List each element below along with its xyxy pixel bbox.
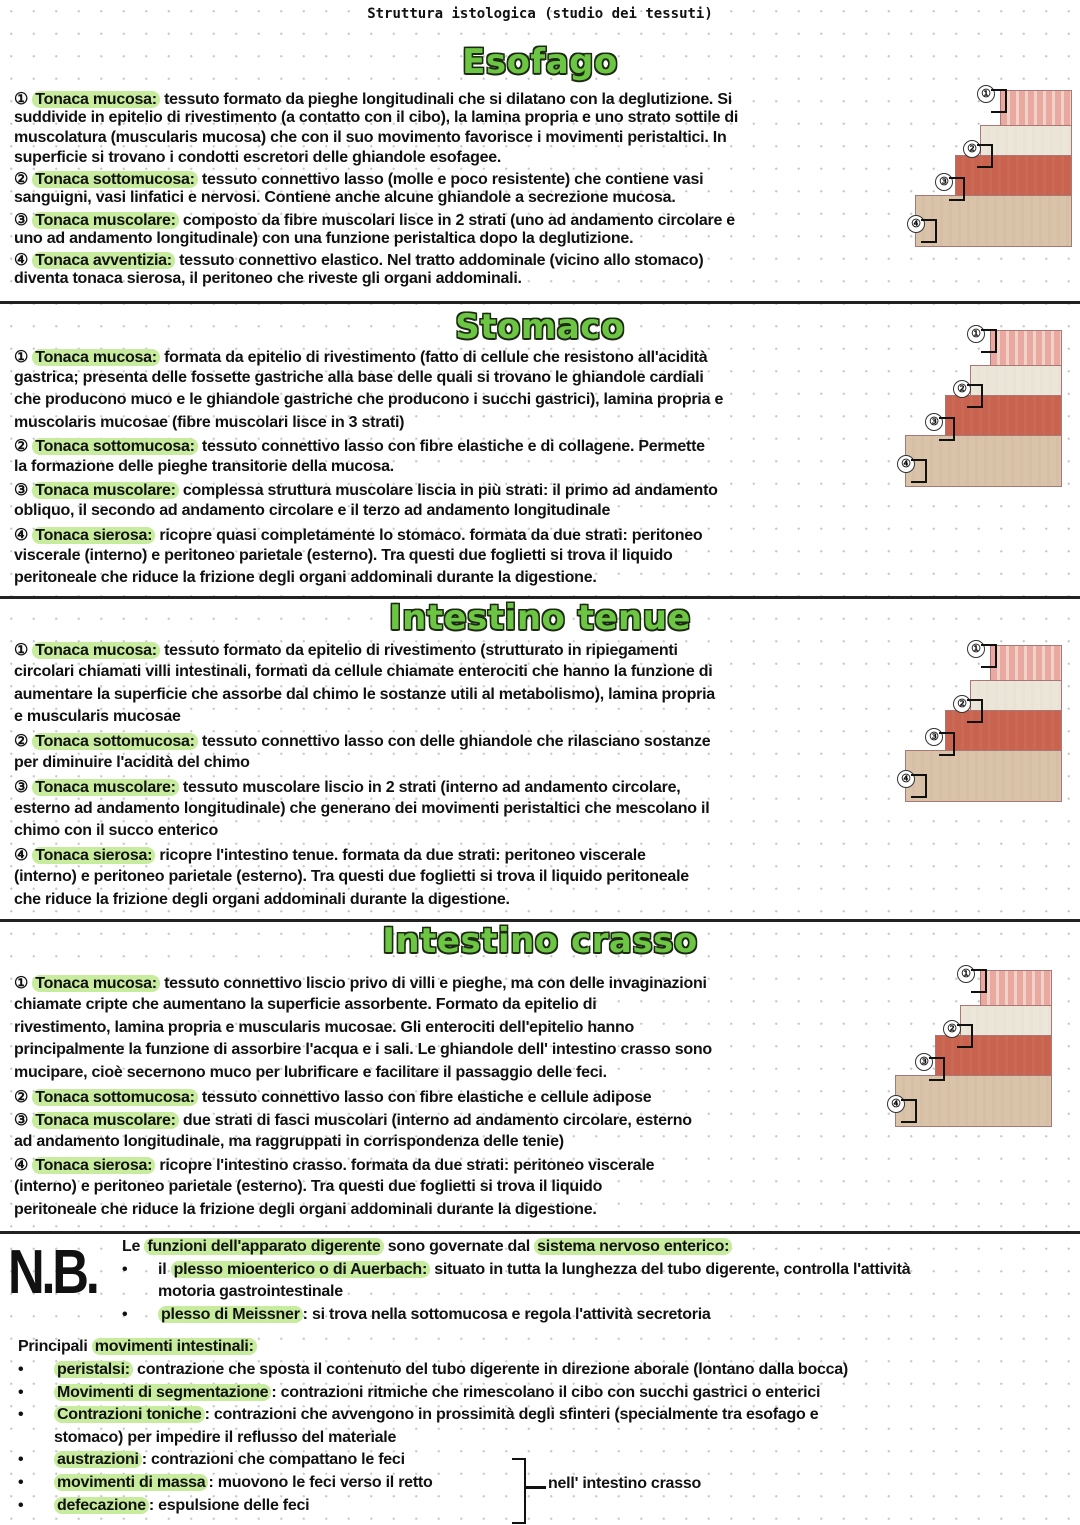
layer-bracket-line [939, 417, 955, 441]
section-title-0: Esofago [462, 42, 618, 82]
bullet: • [18, 1383, 24, 1401]
text-run: ③ [14, 1111, 33, 1129]
bullet: • [122, 1260, 128, 1278]
text-run: ④ [14, 251, 33, 269]
highlighted-term: Tonaca muscolare: [32, 779, 178, 796]
large-intestine-bracket [512, 1458, 526, 1524]
text-run: ④ [14, 1157, 33, 1175]
text-line [14, 754, 715, 777]
bullet: • [18, 1361, 24, 1378]
text-line [14, 822, 715, 845]
text-line [14, 391, 723, 413]
text-line [122, 1238, 910, 1261]
text-line [54, 1361, 848, 1379]
nb-label: N.B. [8, 1238, 97, 1307]
layer-bracket-line [911, 774, 927, 798]
text-run: ad andamento longitudinale, ma raggruppati in corrispondenza delle tenie) [14, 1132, 564, 1150]
text-line [54, 1497, 309, 1515]
layer-bracket-line [971, 969, 987, 993]
text-line [14, 686, 715, 709]
bullet: • [18, 1451, 24, 1469]
text-line [14, 169, 738, 189]
nb-item-line [122, 1283, 910, 1306]
text-line [14, 800, 715, 823]
text-run: ricopre l'intestino crasso. formata da due strati: peritoneo viscerale [155, 1157, 655, 1175]
highlighted-term: Tonaca sottomucosa: [32, 1089, 197, 1106]
text-line [14, 1178, 712, 1201]
layer-number-label: ③ [925, 413, 943, 431]
layer-number-label: ① [977, 85, 995, 103]
text-run: peritoneale che riduce la frizione degli organi addominali durante la digestione. [14, 568, 597, 586]
text-line [14, 210, 738, 230]
text-line [14, 569, 723, 591]
bracket-connector [526, 1486, 546, 1489]
text-line [14, 891, 715, 914]
text-run: ④ [14, 526, 33, 544]
nb-item-line [122, 1261, 910, 1284]
text-line [14, 525, 723, 547]
text-line [14, 436, 723, 458]
text-run: esterno ad andamento longitudinale) che generano dei movimenti peristaltici che mescolano il [14, 799, 710, 817]
movement-item-line [18, 1451, 848, 1474]
layer-bracket-line [949, 177, 965, 201]
layer-number-label: ③ [935, 173, 953, 191]
text-line [54, 1429, 396, 1447]
movement-item-line [18, 1361, 848, 1384]
section-body [14, 347, 723, 591]
highlighted-term: plesso mioenterico o di Auerbach: [171, 1261, 430, 1278]
movement-item-line [18, 1497, 848, 1520]
bullet: • [18, 1496, 24, 1514]
text-line [14, 414, 723, 436]
text-line [14, 996, 712, 1019]
text-run: ② [14, 437, 33, 455]
text-line [14, 1019, 712, 1042]
text-line [14, 1155, 712, 1178]
text-line [14, 149, 738, 169]
tissue-layers-figure [895, 640, 1070, 805]
text-run: principalmente la funzione di assorbire l'acqua e i sali. Le ghiandole dell' intestino crasso sono [14, 1041, 712, 1059]
text-run: tessuto connettivo lasso con fibre elastiche e di collagene. Permette [197, 437, 705, 455]
layer-number-label: ④ [887, 1095, 905, 1113]
text-line [14, 369, 723, 391]
highlighted-term: plesso di Meissner [158, 1306, 303, 1323]
section-body [14, 640, 715, 914]
highlighted-term: Movimenti di segmentazione [54, 1384, 271, 1401]
text-run: obliquo, il secondo ad andamento circolare e il terzo ad andamento longitudinale [14, 502, 611, 520]
highlighted-term: movimenti intestinali: [92, 1338, 257, 1355]
text-run: motoria gastrointestinale [158, 1283, 343, 1300]
text-run: tessuto connettivo elastico. Nel tratto addominale (vicino allo stomaco) [174, 251, 704, 269]
text-line [14, 1201, 712, 1224]
text-line [14, 129, 738, 149]
movement-item-line [18, 1429, 848, 1452]
text-run: che producono muco e le ghiandole gastriche che producono i succhi gastrici), lamina propria e [14, 391, 724, 409]
highlighted-term: peristalsi: [54, 1361, 133, 1378]
section-body [14, 973, 712, 1224]
text-line [14, 270, 738, 290]
highlighted-term: Tonaca mucosa: [32, 349, 160, 366]
section-title-2: Intestino tenue [389, 598, 691, 638]
text-run: (interno) e peritoneo parietale (esterno). Tra questi due foglietti si trova il liquido peritoneale [14, 867, 689, 885]
highlighted-term: austrazioni [54, 1451, 142, 1468]
text-run: tessuto connettivo lasso con fibre elastiche e cellule adipose [197, 1088, 652, 1106]
text-run: la formazione delle pieghe transitorie della mucosa. [14, 457, 394, 475]
layer-number-label: ② [943, 1020, 961, 1038]
text-run: e muscularis mucosae [14, 708, 181, 726]
layer-bracket-line [921, 219, 937, 243]
text-run: suddivide in epitelio di rivestimento (a contatto con il cibo), la lamina propria e uno strato sottile di [14, 109, 739, 127]
layer-number-label: ② [953, 380, 971, 398]
tissue-layer [895, 1075, 1052, 1127]
text-run: sanguigni, vasi linfatici e nervosi. Contiene anche alcune ghiandole a secrezione mucosa. [14, 189, 676, 207]
highlighted-term: Tonaca muscolare: [32, 212, 178, 229]
layer-number-label: ③ [915, 1053, 933, 1071]
layer-bracket-line [901, 1099, 917, 1123]
text-run: aumentare la superficie che assorbe dal chimo le sostanze utili al metabolismo), lamina propria [14, 685, 715, 703]
layer-bracket-line [911, 459, 927, 483]
text-run: tessuto muscolare liscio in 2 strati (interno ad andamento circolare, [178, 778, 681, 796]
text-run: peritoneale che riduce la frizione degli organi addominali durante la digestione. [14, 1200, 597, 1218]
text-line [14, 89, 738, 109]
text-run: tessuto connettivo lasso con delle ghiandole che rilasciano sostanze [197, 733, 711, 751]
text-run: ④ [14, 847, 33, 865]
layer-number-label: ① [967, 640, 985, 658]
highlighted-term: Tonaca sottomucosa: [32, 171, 197, 188]
text-line [54, 1451, 405, 1469]
text-run: (interno) e peritoneo parietale (esterno). Tra questi due foglietti si trova il liquido [14, 1178, 603, 1196]
highlighted-term: defecazione [54, 1497, 149, 1514]
text-run: Principali [18, 1338, 92, 1355]
highlighted-term: Tonaca mucosa: [32, 975, 160, 992]
movement-item-line [18, 1474, 848, 1497]
layer-bracket-line [977, 144, 993, 168]
highlighted-term: sistema nervoso enterico: [534, 1238, 732, 1255]
text-run: muscolaris mucosae (fibre muscolari lisce in 3 strati) [14, 413, 405, 431]
page-subtitle: Struttura istologica (studio dei tessuti) [367, 6, 713, 22]
text-run: viscerale (interno) e peritoneo parietale (esterno). Tra questi due foglietti si trova il liquido [14, 546, 673, 564]
highlighted-term: Tonaca sottomucosa: [32, 438, 197, 455]
text-run: tessuto formato da epitelio di rivestimento (strutturato in ripiegamenti [159, 642, 678, 659]
nb-body [122, 1238, 910, 1328]
text-line [14, 640, 715, 663]
layer-bracket-line [939, 732, 955, 756]
tissue-layer [905, 750, 1062, 802]
text-line [54, 1474, 433, 1492]
text-run: : si trova nella sottomucosa e regola l'attività secretoria [302, 1305, 711, 1323]
text-line [14, 480, 723, 502]
highlighted-term: Tonaca sierosa: [32, 1157, 155, 1174]
text-line [14, 868, 715, 891]
text-run: ricopre l'intestino tenue. formata da due strati: peritoneo viscerale [155, 847, 646, 865]
text-run: muscolatura (muscularis mucosa) che con il suo movimento favorisce i movimenti peristaltici. In [14, 129, 727, 147]
layer-bracket-line [929, 1057, 945, 1081]
layer-number-label: ② [963, 140, 981, 158]
section-divider [0, 1231, 1080, 1234]
highlighted-term: Tonaca muscolare: [32, 482, 178, 499]
text-line [14, 547, 723, 569]
highlighted-term: Tonaca sottomucosa: [32, 733, 197, 750]
layer-bracket-line [967, 699, 983, 723]
text-line [14, 1110, 712, 1133]
text-run: ③ [14, 778, 33, 796]
text-run: chimo con il succo enterico [14, 822, 218, 840]
text-line [14, 1087, 712, 1110]
layer-bracket-line [981, 329, 997, 353]
text-run: chiamate cripte che aumentano la superficie assorbente. Formato da epitelio di [14, 995, 597, 1013]
layer-number-label: ② [953, 695, 971, 713]
text-run: : contrazioni ritmiche che rimescolano il cibo con succhi gastrici o enterici [271, 1383, 821, 1401]
text-line [54, 1384, 820, 1402]
layer-bracket-line [991, 89, 1007, 113]
text-run: ② [14, 171, 33, 189]
layer-number-label: ④ [907, 215, 925, 233]
bullet: • [18, 1406, 24, 1424]
text-line [14, 347, 723, 369]
text-run: complessa struttura muscolare liscia in più strati: il primo ad andamento [178, 482, 718, 500]
text-line [14, 230, 738, 250]
text-line [14, 731, 715, 754]
text-line [14, 777, 715, 800]
highlighted-term: Tonaca mucosa: [32, 91, 160, 108]
text-run: ricopre quasi completamente lo stomaco. formata da due strati: peritoneo [155, 526, 703, 544]
text-line [14, 250, 738, 270]
tissue-layer [905, 435, 1062, 487]
section-body [14, 89, 738, 290]
text-run: diventa tonaca sierosa, il peritoneo che riveste gli organi addominali. [14, 269, 522, 287]
text-run: ③ [14, 211, 33, 229]
text-line [18, 1338, 848, 1361]
text-line [14, 502, 723, 524]
text-run: ③ [14, 482, 33, 500]
text-run: mucipare, cioè secernono muco per lubrificare e facilitare il passaggio delle feci. [14, 1064, 607, 1082]
layer-bracket-line [967, 384, 983, 408]
highlighted-term: Tonaca sierosa: [32, 847, 155, 864]
text-run: sono governate dal [383, 1238, 535, 1255]
text-run: il [158, 1260, 171, 1278]
text-run: circolari chiamati villi intestinali, formati da cellule chiamate enterociti che hanno la funzione di [14, 662, 713, 680]
text-run: Le [122, 1238, 145, 1255]
bracket-note: nell' intestino crasso [548, 1475, 702, 1492]
text-run: : contrazioni che avvengono in prossimità degli sfinteri (specialmente tra esofago e [204, 1406, 819, 1424]
text-run: ① [14, 349, 33, 366]
text-run: tessuto connettivo liscio privo di villi e pieghe, ma con delle invaginazioni [159, 975, 707, 992]
text-run: uno ad andamento longitudinale) con una funzione peristaltica dopo la deglutizione. [14, 229, 634, 247]
highlighted-term: funzioni dell'apparato digerente [144, 1238, 383, 1255]
text-line [54, 1406, 818, 1424]
movement-item-line [18, 1406, 848, 1429]
text-line [14, 109, 738, 129]
text-run: stomaco) per impedire il reflusso del materiale [54, 1428, 397, 1446]
text-line [158, 1306, 711, 1324]
text-run: ① [14, 91, 33, 108]
layer-number-label: ① [967, 325, 985, 343]
text-run: che riduce la frizione degli organi addominali durante la digestione. [14, 890, 510, 908]
highlighted-term: Tonaca muscolare: [32, 1112, 178, 1129]
section-title-1: Stomaco [455, 307, 625, 347]
text-run: rivestimento, lamina propria e muscularis mucosae. Gli enterociti dell'epitelio hanno [14, 1018, 635, 1036]
text-line [14, 1041, 712, 1064]
text-line [158, 1283, 343, 1301]
layer-number-label: ① [957, 965, 975, 983]
layer-bracket-line [957, 1024, 973, 1048]
layer-number-label: ④ [897, 770, 915, 788]
tissue-layer [915, 195, 1072, 247]
section-divider [0, 301, 1080, 304]
tissue-layers-figure [885, 965, 1060, 1130]
text-run: composto da fibre muscolari lisce in 2 strati (uno ad andamento circolare e [178, 211, 735, 229]
text-run: ② [14, 733, 33, 751]
text-line [14, 708, 715, 731]
highlighted-term: Tonaca sierosa: [32, 527, 155, 544]
text-run: per diminuire l'acidità del chimo [14, 753, 250, 771]
highlighted-term: Tonaca avventizia: [32, 252, 175, 269]
text-line [158, 1261, 910, 1279]
section-title-3: Intestino crasso [382, 921, 698, 961]
text-line [14, 458, 723, 480]
text-run: superficie si trovano i condotti escretori delle ghiandole esofagee. [14, 149, 502, 167]
bullet: • [18, 1473, 24, 1491]
movements-body [18, 1338, 848, 1519]
text-run: : muovono le feci verso il retto [208, 1473, 433, 1491]
text-run: situato in tutta la lunghezza del tubo digerente, controlla l'attività [430, 1260, 911, 1278]
text-line [14, 845, 715, 868]
text-run: gastrica; presenta delle fossette gastriche alla base delle quali si trovano le ghiandole cardiali [14, 369, 704, 387]
text-run: ① [14, 975, 33, 992]
layer-number-label: ④ [897, 455, 915, 473]
tissue-layers-figure [905, 85, 1080, 250]
layer-number-label: ③ [925, 728, 943, 746]
text-run: due strati di fasci muscolari (interno ad andamento circolare, esterno [178, 1111, 692, 1129]
highlighted-term: movimenti di massa [54, 1474, 208, 1491]
nb-item-line [122, 1306, 910, 1329]
text-line [14, 663, 715, 686]
text-run: tessuto connettivo lasso (molle e poco resistente) che contiene vasi [197, 171, 704, 189]
highlighted-term: Tonaca mucosa: [32, 642, 160, 659]
text-run: tessuto formato da pieghe longitudinali che si dilatano con la deglutizione. Si [159, 91, 732, 108]
text-run: : espulsione delle feci [148, 1496, 310, 1514]
text-run: formata da epitelio di rivestimento (fatto di cellule che resistono all'acidità [159, 349, 708, 366]
text-run: : contrazioni che compattano le feci [141, 1451, 405, 1469]
text-run: contrazione che sposta il contenuto del tubo digerente in direzione aborale (lontano dalla bocca) [132, 1361, 848, 1378]
text-run: ① [14, 642, 33, 659]
tissue-layers-figure [895, 325, 1070, 490]
bullet: • [122, 1305, 128, 1323]
movement-item-line [18, 1384, 848, 1407]
text-line [14, 973, 712, 996]
highlighted-term: Contrazioni toniche [54, 1406, 205, 1423]
text-run: ② [14, 1088, 33, 1106]
text-line [14, 1064, 712, 1087]
text-line [14, 189, 738, 209]
text-line [14, 1133, 712, 1156]
layer-bracket-line [981, 644, 997, 668]
